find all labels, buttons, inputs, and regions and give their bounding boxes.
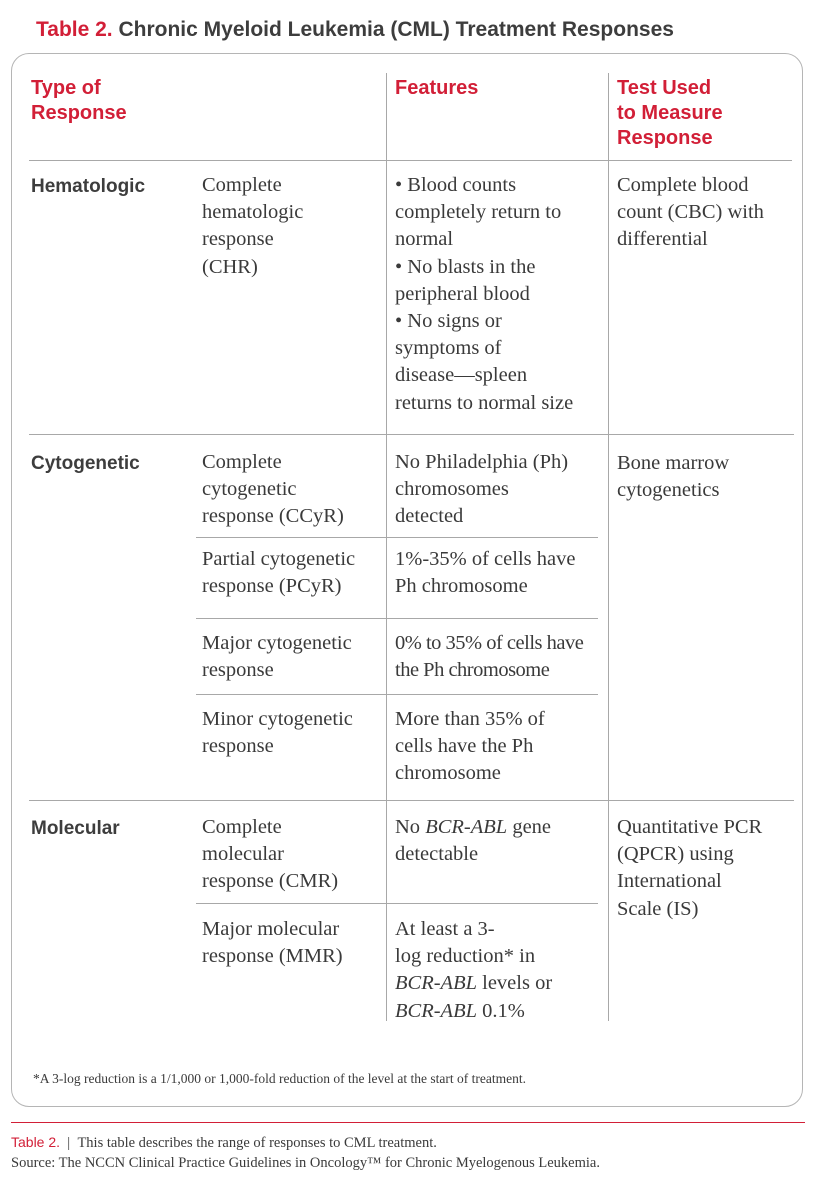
header-type-line2: Response [31,102,127,124]
text-line: chromosome [395,762,501,785]
text-line: response (MMR) [202,945,343,968]
text-line: returns to normal size [395,391,574,414]
footnote: *A 3-log reduction is a 1/1,000 or 1,000-fold reduction of the level at the start of treatment. [33,1071,526,1086]
text-line [395,998,605,1025]
text-fragment: reduction* in [426,945,536,968]
text-line: Scale (IS) [617,897,699,920]
row-divider-major [196,694,598,695]
text-line: Minor cytogenetic [202,708,353,730]
header-features: Features [395,77,479,99]
response-pcyr [202,546,384,600]
text-line: 1%-35% of cells have [395,548,576,570]
response-chr [202,172,384,281]
text-line: At least a 3- [395,918,495,940]
text-line: • No signs or [395,310,502,333]
response-ccyr [202,449,384,531]
text-line: differential [617,228,708,251]
text-line: response (PCyR) [202,575,342,598]
text-line: response (CCyR) [202,505,344,528]
text-line: cytogenetic [202,478,297,501]
column-divider-features [386,73,387,1021]
response-mmr [202,916,384,970]
features-ccyr [395,449,605,531]
text-fragment: 0.1% [477,999,525,1022]
text-line: (QPCR) using [617,843,734,866]
row-divider-cytogenetic [29,800,794,801]
row-divider-pcyr [196,618,598,619]
header-type-of-response [31,76,127,126]
text-line: Quantitative PCR [617,816,763,838]
header-test-line2: to Measure [617,102,723,124]
category-molecular: Molecular [31,818,120,839]
caption [11,1132,600,1173]
text-line: molecular [202,843,284,866]
text-line: Ph chromosome [395,575,528,598]
response-major-cytogenetic [202,630,384,684]
text-line: International [617,870,722,893]
text-line [395,943,605,970]
gene-name: BCR-ABL [395,972,477,995]
text-line: cells have the Ph [395,735,534,758]
text-line: Complete blood [617,174,749,196]
text-line: Major cytogenetic [202,632,352,654]
text-line: • No blasts in the [395,255,536,278]
text-line: • Blood counts [395,174,517,196]
features-major-cytogenetic [395,630,605,684]
features-minor-cytogenetic [395,706,605,788]
text-line: chromosomes [395,478,509,501]
header-test-line3: Response [617,127,713,149]
category-cytogenetic: Cytogenetic [31,453,140,474]
caption-line-1 [11,1132,600,1153]
header-test-used [617,76,723,151]
row-divider-cmr [196,903,598,904]
response-minor-cytogenetic [202,706,384,760]
text-line: Bone marrow [617,452,730,474]
test-molecular [617,814,797,923]
text-line: disease—spleen [395,364,528,387]
category-hematologic: Hematologic [31,176,146,197]
text-line: 0% to 35% of cells have [395,632,584,654]
text-line: response [202,735,274,758]
caption-rule [11,1122,805,1123]
gene-name: BCR-ABL [395,999,477,1022]
text-line: hematologic [202,201,304,224]
text-line: Complete [202,816,282,838]
features-cmr [395,814,605,868]
caption-description: This table describes the range of responses to CML treatment. [77,1135,437,1151]
column-divider-test [608,73,609,1021]
header-divider [29,160,792,161]
text-fragment: log [395,945,422,968]
gene-name: BCR-ABL [425,816,508,838]
text-line: detectable [395,843,479,866]
text-line: Major molecular [202,918,340,940]
test-hematologic [617,172,797,254]
table-title-label: Table 2. [36,18,113,41]
text-line: peripheral blood [395,282,530,305]
text-line: Complete [202,451,282,473]
caption-separator: | [67,1135,71,1151]
text-line: Partial cytogenetic [202,548,356,570]
text-line: response [202,228,274,251]
text-line: response (CMR) [202,870,339,893]
row-divider-ccyr [196,537,598,538]
table-title-text: Chronic Myeloid Leukemia (CML) Treatment Responses [118,18,674,41]
text-line: normal [395,228,454,251]
text-line: symptoms of [395,337,502,360]
test-cytogenetic [617,450,797,504]
features-chr [395,172,605,417]
text-line: completely return to [395,201,562,224]
header-test-line1: Test Used [617,77,712,99]
text-line: More than 35% of [395,708,545,730]
features-mmr [395,916,605,1025]
caption-label: Table 2. [11,1134,61,1150]
response-cmr [202,814,384,896]
text-line [395,970,605,997]
text-fragment: No [395,816,426,838]
row-divider-hematologic [29,434,794,435]
text-line: response [202,659,274,682]
features-pcyr [395,546,605,600]
text-line: No Philadelphia (Ph) [395,451,569,473]
text-line: cytogenetics [617,479,720,502]
header-type-line1: Type of [31,77,101,99]
text-line: count (CBC) with [617,201,764,224]
table-title [36,18,674,42]
text-fragment: levels or [477,972,553,995]
text-line: the Ph chromosome [395,659,550,682]
caption-source: Source: The NCCN Clinical Practice Guidelines in Oncology™ for Chronic Myelogenous Leukemia. [11,1155,600,1171]
text-line: (CHR) [202,255,258,278]
text-line [395,814,605,841]
text-line: Complete [202,174,282,196]
text-line: detected [395,505,464,528]
text-fragment: gene [507,816,552,838]
